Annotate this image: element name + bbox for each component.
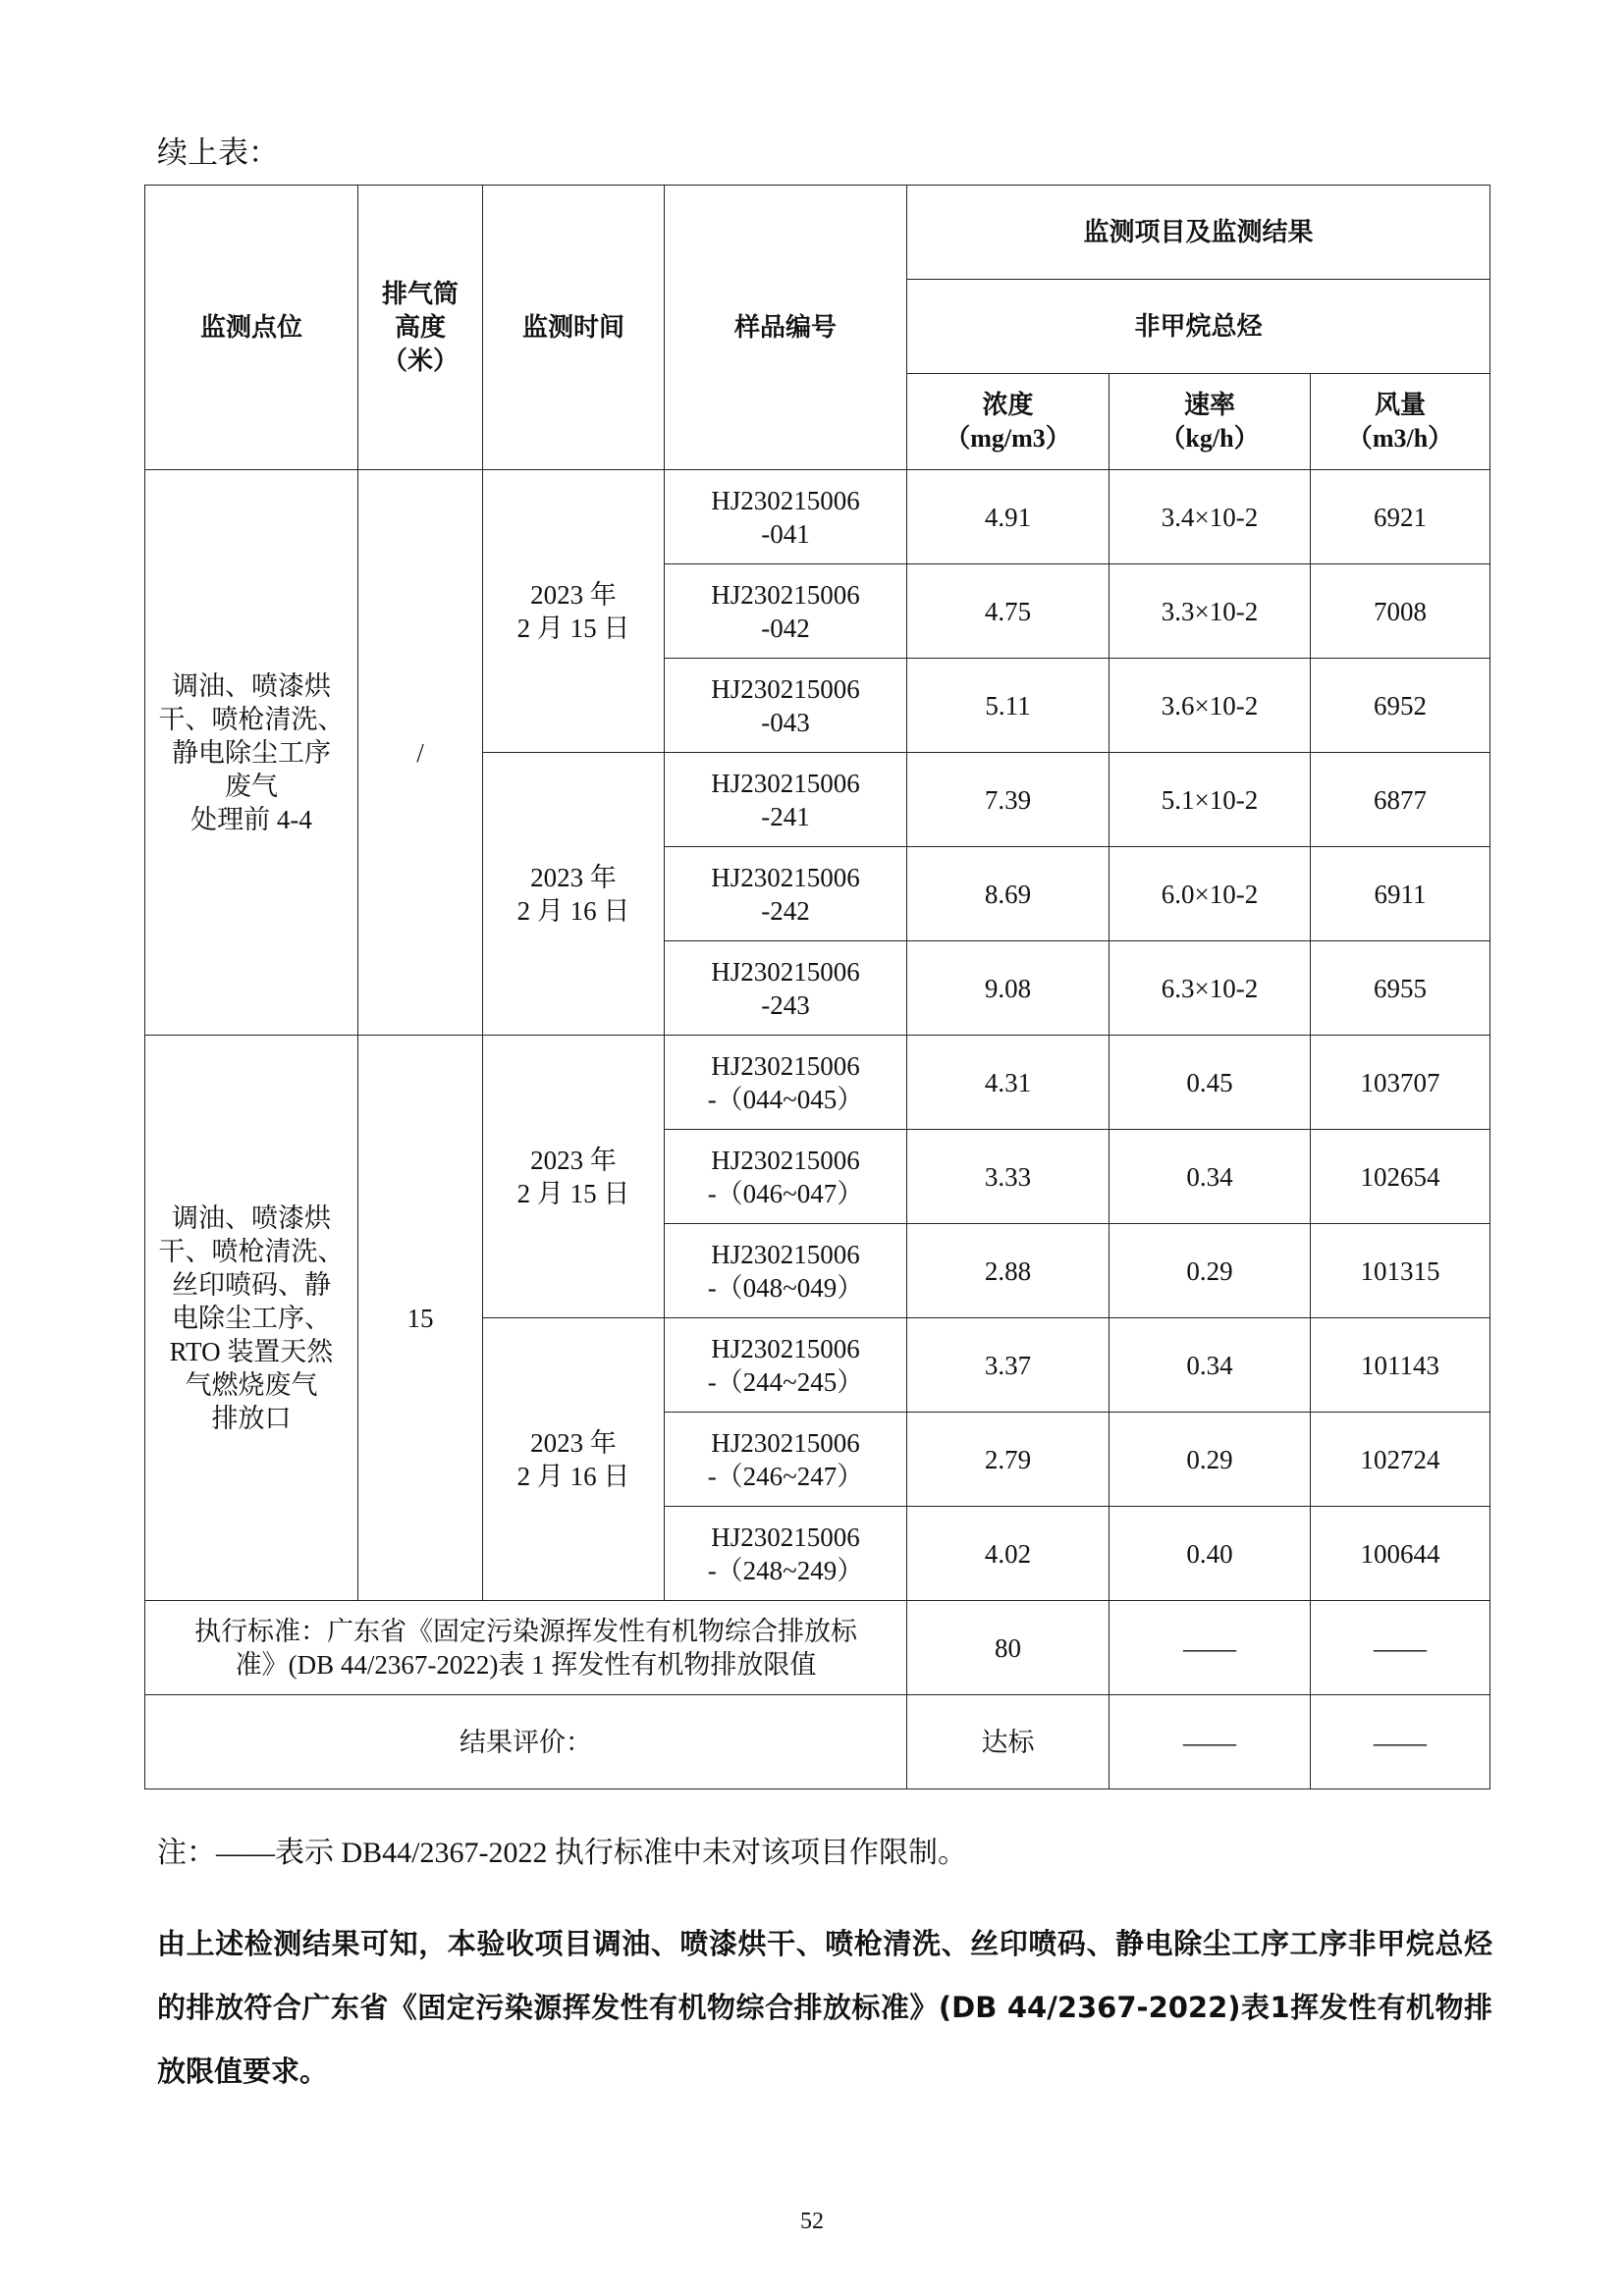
header-flow <box>1311 374 1490 470</box>
concentration-value: 8.69 <box>907 847 1110 941</box>
concentration-value: 2.79 <box>907 1413 1110 1507</box>
concentration-value: 5.11 <box>907 659 1110 753</box>
rate-value: 5.1×10-2 <box>1110 753 1311 847</box>
evaluation-flow: —— <box>1311 1695 1490 1789</box>
header-concentration-label: 浓度 <box>982 390 1034 420</box>
rate-value: 0.34 <box>1110 1130 1311 1224</box>
sample-id: HJ230215006 -042 <box>665 564 907 659</box>
concentration-value: 4.75 <box>907 564 1110 659</box>
standard-row <box>145 1601 1490 1695</box>
header-sample: 样品编号 <box>665 186 907 470</box>
concentration-value: 3.37 <box>907 1318 1110 1413</box>
conclusion-paragraph: 由上述检测结果可知，本验收项目调油、喷漆烘干、喷枪清洗、丝印喷码、静电除尘工序工序非甲烷总烃的排放符合广东省《固定污染源挥发性有机物综合排放标准》(DB 44/2367-2022)表1挥发性有机物排放限值要求。 <box>157 1927 1492 2088</box>
evaluation-rate: —— <box>1110 1695 1311 1789</box>
header-flow-label: 风量 <box>1375 390 1427 420</box>
evaluation-label: 结果评价： <box>145 1695 907 1789</box>
table-body <box>145 470 1490 1601</box>
header-pollutant: 非甲烷总烃 <box>907 280 1490 374</box>
concentration-value: 4.31 <box>907 1036 1110 1130</box>
rate-value: 6.0×10-2 <box>1110 847 1311 941</box>
sample-id: HJ230215006 -243 <box>665 941 907 1036</box>
sample-id: HJ230215006 -（246~247） <box>665 1413 907 1507</box>
rate-value: 0.29 <box>1110 1413 1311 1507</box>
standard-rate: —— <box>1110 1601 1311 1695</box>
header-rate-label: 速率 <box>1183 390 1235 420</box>
concentration-value: 4.91 <box>907 470 1110 564</box>
rate-value: 0.40 <box>1110 1507 1311 1601</box>
table-header <box>145 186 1490 470</box>
table-note: 注：——表示 DB44/2367-2022 执行标准中未对该项目作限制。 <box>157 1837 967 1869</box>
rate-value: 3.6×10-2 <box>1110 659 1311 753</box>
table-caption: 续上表： <box>157 135 279 170</box>
monitoring-point: 调油、喷漆烘 干、喷枪清洗、 静电除尘工序 废气 处理前 4-4 <box>145 470 358 1036</box>
concentration-value: 4.02 <box>907 1507 1110 1601</box>
page-number: 52 <box>800 2209 824 2234</box>
sample-id: HJ230215006 -041 <box>665 470 907 564</box>
rate-value: 0.29 <box>1110 1224 1311 1318</box>
sample-id: HJ230215006 -242 <box>665 847 907 941</box>
rate-value: 0.34 <box>1110 1318 1311 1413</box>
header-project: 监测项目及监测结果 <box>907 186 1490 280</box>
flow-value: 7008 <box>1311 564 1490 659</box>
sample-id: HJ230215006 -241 <box>665 753 907 847</box>
header-rate <box>1110 374 1311 470</box>
sample-id: HJ230215006 -043 <box>665 659 907 753</box>
table-row <box>145 470 1490 564</box>
evaluation-row <box>145 1695 1490 1789</box>
monitoring-date: 2023 年 2 月 15 日 <box>483 1036 665 1318</box>
flow-value: 6921 <box>1311 470 1490 564</box>
concentration-value: 7.39 <box>907 753 1110 847</box>
standard-label: 执行标准：广东省《固定污染源挥发性有机物综合排放标 准》(DB 44/2367-2022)表 1 挥发性有机物排放限值 <box>145 1601 907 1695</box>
flow-value: 103707 <box>1311 1036 1490 1130</box>
sample-id: HJ230215006 -（046~047） <box>665 1130 907 1224</box>
flow-value: 101143 <box>1311 1318 1490 1413</box>
concentration-value: 3.33 <box>907 1130 1110 1224</box>
flow-value: 6911 <box>1311 847 1490 941</box>
stack-height: / <box>358 470 483 1036</box>
flow-value: 102724 <box>1311 1413 1490 1507</box>
flow-value: 101315 <box>1311 1224 1490 1318</box>
rate-value: 3.4×10-2 <box>1110 470 1311 564</box>
flow-value: 6955 <box>1311 941 1490 1036</box>
sample-id: HJ230215006 -（244~245） <box>665 1318 907 1413</box>
sample-id: HJ230215006 -（044~045） <box>665 1036 907 1130</box>
sample-id: HJ230215006 -（248~249） <box>665 1507 907 1601</box>
concentration-value: 2.88 <box>907 1224 1110 1318</box>
table-row <box>145 1036 1490 1130</box>
stack-height: 15 <box>358 1036 483 1601</box>
table-footer <box>145 1601 1490 1789</box>
sample-id: HJ230215006 -（048~049） <box>665 1224 907 1318</box>
header-rate-unit: （kg/h） <box>1160 423 1260 453</box>
monitoring-date: 2023 年 2 月 16 日 <box>483 753 665 1036</box>
rate-value: 3.3×10-2 <box>1110 564 1311 659</box>
monitoring-results-table <box>144 185 1490 1789</box>
monitoring-point: 调油、喷漆烘 干、喷枪清洗、 丝印喷码、静 电除尘工序、 RTO 装置天然 气燃烧废气 排放口 <box>145 1036 358 1601</box>
header-flow-unit: （m3/h） <box>1346 423 1454 453</box>
header-concentration-unit: （mg/m3） <box>945 423 1071 453</box>
concentration-value: 9.08 <box>907 941 1110 1036</box>
header-time: 监测时间 <box>483 186 665 470</box>
flow-value: 100644 <box>1311 1507 1490 1601</box>
evaluation-concentration: 达标 <box>907 1695 1110 1789</box>
header-concentration <box>907 374 1110 470</box>
rate-value: 0.45 <box>1110 1036 1311 1130</box>
header-height: 排气筒 高度 （米） <box>358 186 483 470</box>
header-point: 监测点位 <box>145 186 358 470</box>
flow-value: 102654 <box>1311 1130 1490 1224</box>
monitoring-date: 2023 年 2 月 16 日 <box>483 1318 665 1601</box>
rate-value: 6.3×10-2 <box>1110 941 1311 1036</box>
flow-value: 6877 <box>1311 753 1490 847</box>
standard-concentration: 80 <box>907 1601 1110 1695</box>
flow-value: 6952 <box>1311 659 1490 753</box>
monitoring-date: 2023 年 2 月 15 日 <box>483 470 665 753</box>
standard-flow: —— <box>1311 1601 1490 1695</box>
